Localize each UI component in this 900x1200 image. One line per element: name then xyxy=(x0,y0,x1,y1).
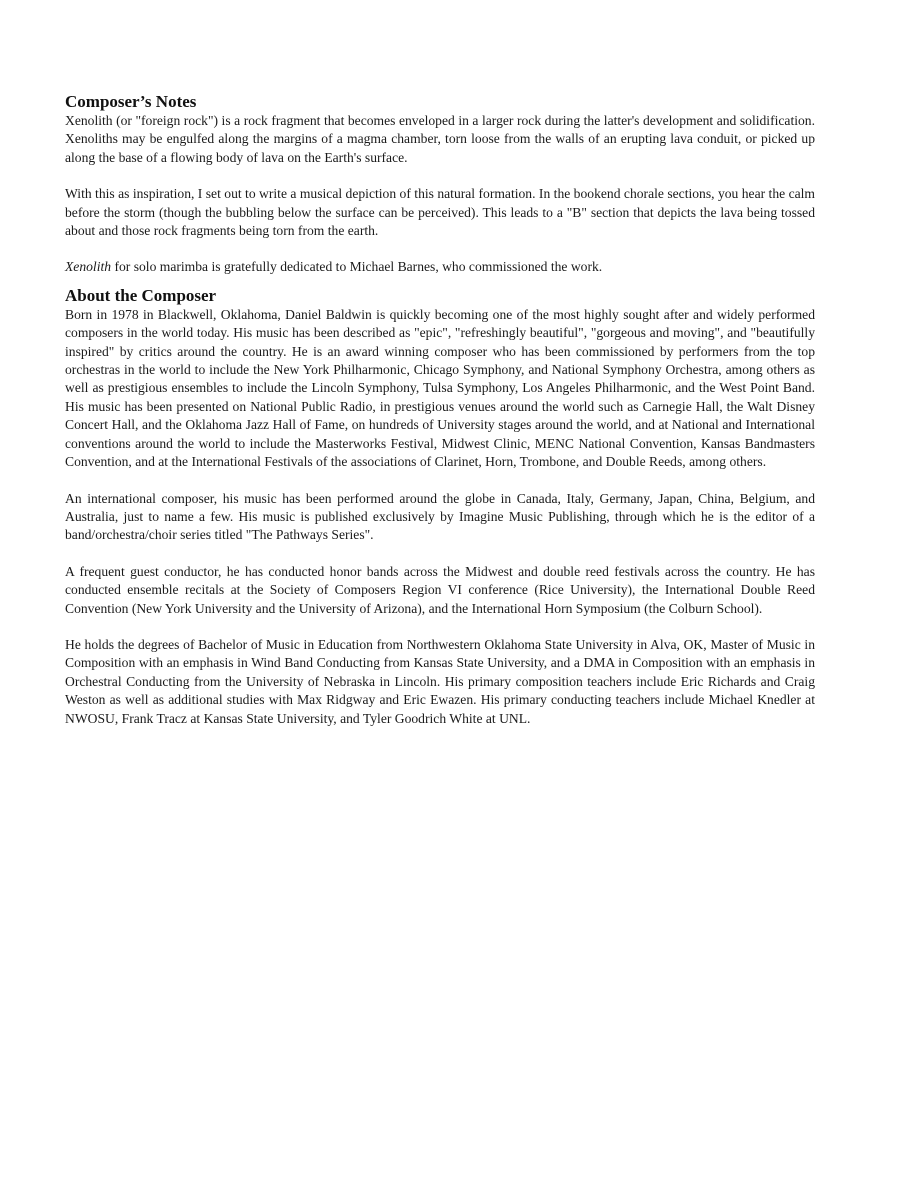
notes-paragraph-xenolith-definition: Xenolith (or "foreign rock") is a rock fragment that becomes enveloped in a larger rock during the latter's development and solidification. Xenoliths may be engulfed along the margins of a magma chamber, torn loose from the walls of an erupting lava conduit, or picked up along the base of a flowing body of lava on the Earth's surface. xyxy=(65,113,815,165)
dedication-text: for solo marimba is gratefully dedicated to Michael Barnes, who commissioned the work. xyxy=(111,259,603,275)
dedication-work-title: Xenolith xyxy=(65,259,112,275)
document-page xyxy=(65,92,815,728)
about-composer-heading: About the Composer xyxy=(65,285,217,305)
bio-paragraph-international: An international composer, his music has been performed around the globe in Canada, Italy, Germany, Japan, China, Belgium, and Australia, just to name a few. His music is published exclusively by Imagine Music Publishing, through which he is the editor of a band/orchestra/choir series titled "The Pathways Series". xyxy=(65,490,815,543)
composers-notes-section xyxy=(65,92,815,277)
bio-paragraph-overview: Born in 1978 in Blackwell, Oklahoma, Daniel Baldwin is quickly becoming one of the most highly sought after and widely performed composers in the world today. His music has been described as "epic", "refreshingly beautiful", "gorgeous and moving", and "beautifully inspired" by critics around the country. He is an award winning composer who has been commissioned by performers from the top orchestras in the world to include the New York Philharmonic, Chicago Symphony, and National Symphony Orchestra, among others as well as prestigious ensembles to include the Lincoln Symphony, Tulsa Symphony, Los Angeles Philharmonic, and the West Point Band. His music has been presented on National Public Radio, in prestigious venues around the world such as Carnegie Hall, the Walt Disney Concert Hall, and the Oklahoma Jazz Hall of Fame, on hundreds of University stages around the world, and at National and International conventions around the world to include the Masterworks Festival, Midwest Clinic, MENC National Convention, Kansas Bandmasters Convention, and at the International Festivals of the associations of Clarinet, Horn, Trombone, and Double Reeds, among others. xyxy=(65,306,815,470)
composers-notes-heading: Composer’s Notes xyxy=(65,92,197,111)
notes-paragraph-inspiration: With this as inspiration, I set out to write a musical depiction of this natural formation. In the bookend chorale sections, you hear the calm before the storm (though the bubbling below the surface can be perceived). This leads to a "B" section that depicts the lava being tossed about and those rock fragments being torn from the earth. xyxy=(65,186,815,239)
about-composer-section xyxy=(65,286,815,728)
notes-paragraph-dedication xyxy=(65,258,815,276)
bio-paragraph-education: He holds the degrees of Bachelor of Music in Education from Northwestern Oklahoma State University in Alva, OK, Master of Music in Composition with an emphasis in Wind Band Conducting from Kansas State University, and a DMA in Composition with an emphasis in Orchestral Conducting from the University of Nebraska in Lincoln. His primary composition teachers include Eric Richards and Craig Weston as well as additional studies with Max Ridgway and Eric Ewazen. His primary conducting teachers include Michael Knedler at NWOSU, Frank Tracz at Kansas State University, and Tyler Goodrich White at UNL. xyxy=(65,636,815,726)
bio-paragraph-conductor: A frequent guest conductor, he has conducted honor bands across the Midwest and double reed festivals across the country. He has conducted ensemble recitals at the Society of Composers Region VI conference (Rice University), the International Double Reed Convention (New York University and the University of Arizona), and the International Horn Symposium (the Colburn School). xyxy=(65,563,815,616)
